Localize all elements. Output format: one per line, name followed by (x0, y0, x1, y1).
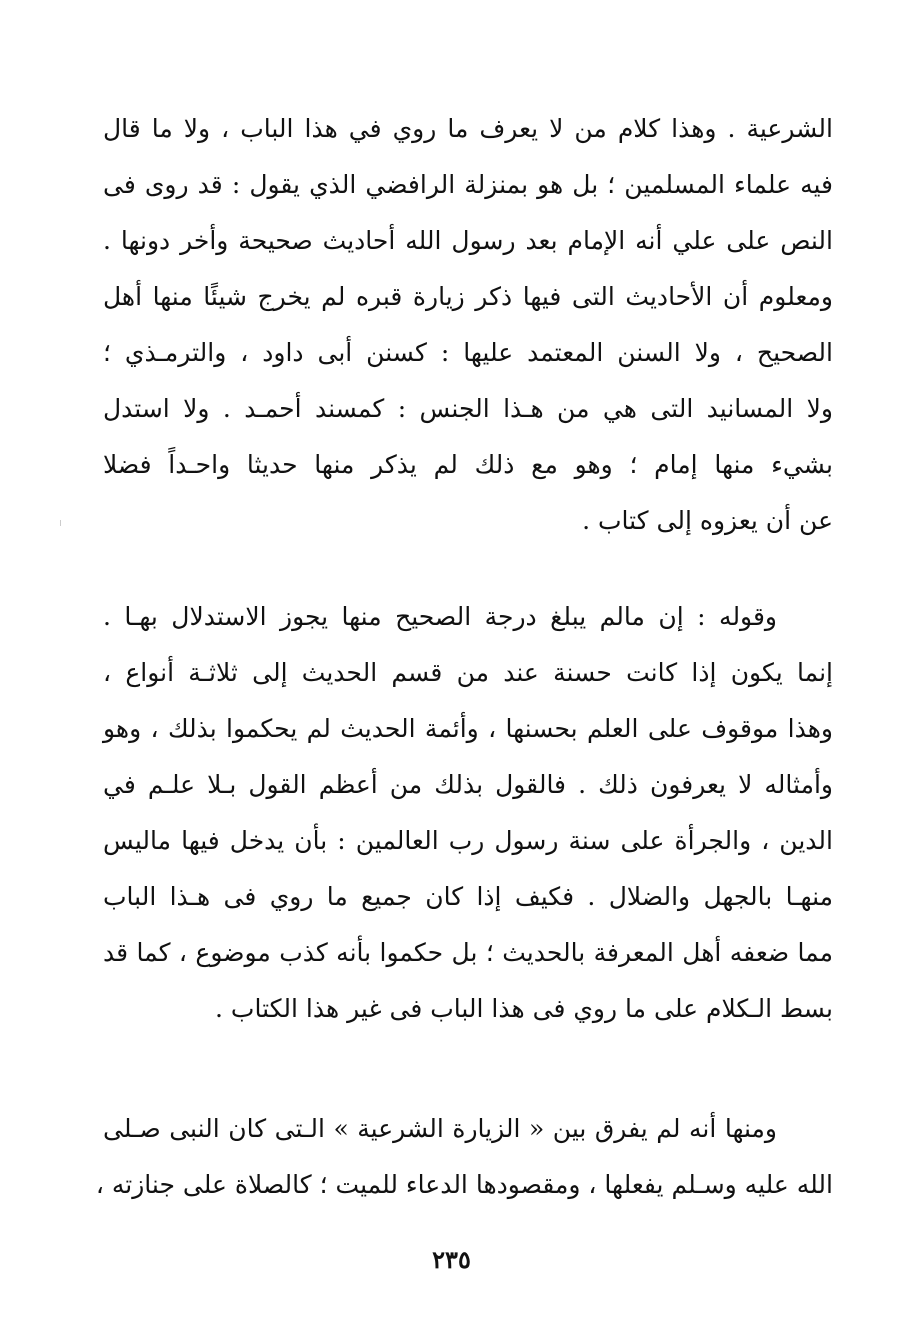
text-line: الدين ، والجرأة على سنة رسول رب العالمين : بأن يدخل فيها ماليس (103, 826, 833, 855)
page-number: ٢٣٥ (432, 1245, 471, 1274)
page-edge-mark (60, 520, 61, 526)
text-line: فيه علماء المسلمين ؛ بل هو بمنزلة الرافضي الذي يقول : قد روى فى (103, 170, 833, 199)
text-line: وأمثاله لا يعرفون ذلك . فالقول بذلك من أعظم القول بـلا علـم في (103, 770, 833, 799)
text-line: وقوله : إن مالم يبلغ درجة الصحيح منها يجوز الاستدلال بهـا . (103, 602, 777, 631)
text-line: الشرعية . وهذا كلام من لا يعرف ما روي في هذا الباب ، ولا ما قال (103, 114, 833, 143)
text-line: النص على علي أنه الإمام بعد رسول الله أحاديث صحيحة وأخر دونها . (103, 226, 833, 255)
text-line: ومنها أنه لم يفرق بين « الزيارة الشرعية » الـتى كان النبى صـلى (103, 1114, 777, 1143)
text-line: عن أن يعزوه إلى كتاب . (582, 506, 833, 535)
text-line: مما ضعفه أهل المعرفة بالحديث ؛ بل حكموا بأنه كذب موضوع ، كما قد (103, 938, 833, 967)
text-line: ومعلوم أن الأحاديث التى فيها ذكر زيارة قبره لم يخرج شيئًا منها أهل (103, 282, 833, 311)
text-line: إنما يكون إذا كانت حسنة عند من قسم الحديث إلى ثلاثـة أنواع ، (103, 658, 833, 687)
text-line: بسط الـكلام على ما روي فى هذا الباب فى غير هذا الكتاب . (215, 994, 833, 1023)
text-line: بشيء منها إمام ؛ وهو مع ذلك لم يذكر منها حديثا واحـداً فضلا (103, 450, 833, 479)
text-line: الصحيح ، ولا السنن المعتمد عليها : كسنن أبى داود ، والترمـذي ؛ (103, 338, 833, 367)
text-line: منهـا بالجهل والضلال . فكيف إذا كان جميع ما روي فى هـذا الباب (103, 882, 833, 911)
text-line: وهذا موقوف على العلم بحسنها ، وأئمة الحديث لم يحكموا بذلك ، وهو (103, 714, 833, 743)
text-line: الله عليه وسـلم يفعلها ، ومقصودها الدعاء للميت ؛ كالصلاة على جنازته ، (95, 1170, 833, 1199)
text-line: ولا المسانيد التى هي من هـذا الجنس : كمسند أحمـد . ولا استدل (103, 394, 833, 423)
